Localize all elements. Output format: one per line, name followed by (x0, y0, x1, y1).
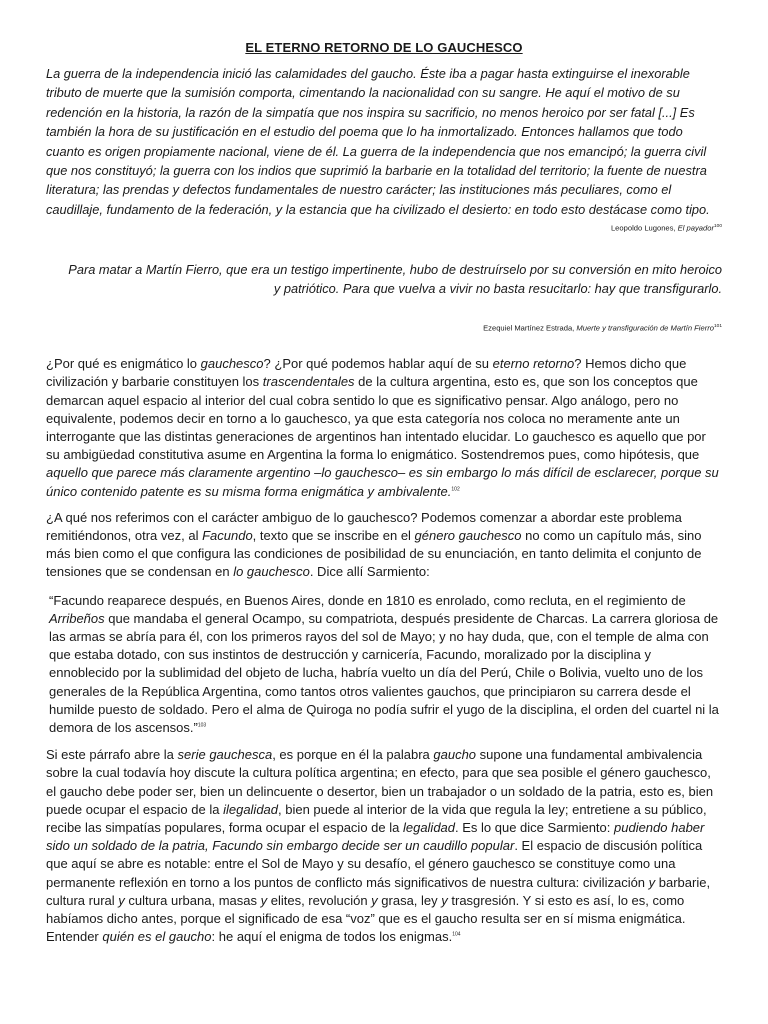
text-run: Si este párrafo abre la (46, 747, 178, 763)
epigraph-lugones: La guerra de la independencia inició las calamidades del gaucho. Éste iba a pagar hasta extinguirse el inexorable tributo de muerte que la sumisión comporta, cimentando la nacionalidad con su sangre. He aquí el motivo de su redención en la historia, la razón de la simpatía que nos inspira su sacrificio, no menos heroico por ser fatal [...] Es también la hora de su justificación en el estudio del poema que lo ha inmortalizado. Entonces hallamos que todo cuanto es origen propiamente nacional, viene de él. La guerra de la independencia que nos emancipó; la guerra civil que nos constituyó; la guerra con los indios que suprimió la barbarie en la totalidad del territorio; la fuente de nuestra literatura; las prendas y defectos fundamentales de nuestro carácter; las instituciones más peculiares, como el caudillaje, fundamento de la federación, y la estancia que ha civilizado el desierto: en todo esto destácase como tipo. (46, 66, 710, 217)
footnote-ref: 103 (197, 722, 207, 729)
document-page (46, 40, 722, 946)
italic-run: y (371, 892, 378, 908)
italic-run: gaucho (433, 747, 477, 763)
text-run: trasgresión. Y si esto es así, lo es, como habíamos dicho antes, porque el significado de esa “voz” que es el gaucho resulta ser en sí misma enigmática. Entender (46, 892, 686, 945)
text-run: ¿Por qué es enigmático lo (46, 356, 201, 372)
block-quote-sarmiento (46, 592, 722, 738)
epigraph-martinez-estrada-attribution (46, 322, 722, 334)
text-run: supone una fundamental ambivalencia sobre la cual todavía hoy discute la cultura política argentina; en efecto, para que sea posible el género gauchesco, el gaucho debe poder ser, bien un delincuente o desertor, bien un trabajador o un soldado de la patria, esto es, bien puede ocupar el espacio de la (46, 747, 714, 817)
paragraph-3 (46, 746, 722, 946)
attribution-author: Ezequiel Martínez Estrada, (483, 323, 577, 333)
text-run: cultura urbana, masas (124, 892, 261, 908)
text-run: . Es lo que dice Sarmiento: (455, 820, 614, 835)
text-run: ? Hemos dicho que civilización y barbarie constituyen los (46, 356, 687, 390)
paragraph-1 (46, 355, 722, 501)
text-run: : he aquí el enigma de todos los enigmas. (211, 929, 453, 945)
footnote-ref: 101 (713, 323, 722, 329)
epigraph-martinez-estrada (46, 260, 722, 299)
italic-run: lo gauchesco (233, 564, 310, 580)
text-run: que mandaba el general Ocampo, su compatriota, después presidente de Charcas. La carrera gloriosa de las armas se abría para él, con los primeros rayos del sol de Mayo; y no hay duda, que, con el temple de alma con que estaba dotado, con sus instintos de destrucción y carnicería, Facundo, moralizado por la disciplina y ennoblecido por la sublimidad del objeto de lucha, habría vuelto un día del Perú, Chile o Bolivia, vuelto uno de los generales de la República Argentina, como tantos otros valientes gauchos, que principiaron su carrera desde el humilde puesto de soldado. Pero el alma de Quiroga no podía sufrir el yugo de la disciplina, el orden del cuartel ni la demora de los ascensos.” (49, 610, 719, 735)
text-run: , es porque en él la palabra (272, 747, 434, 763)
italic-run: y (648, 874, 656, 890)
italic-run: género gauchesco (414, 527, 522, 543)
text-run: “Facundo reaparece después, en Buenos Aires, donde en 1810 es enrolado, como recluta, en el regimiento de (49, 592, 686, 608)
text-run: elites, revolución (267, 892, 372, 908)
italic-run: Arribeños (49, 610, 105, 626)
italic-run: pudiendo haber sido un soldado de la patria, Facundo sin embargo decide ser un caudillo popular (46, 820, 705, 854)
italic-run: gauchesco (200, 356, 264, 372)
italic-run: eterno retorno (492, 356, 575, 372)
paragraph-2 (46, 509, 722, 582)
epigraph-line-2: y patriótico. Para que vuelva a vivir no basta resucitarlo: hay que transfigurarlo. (273, 281, 722, 297)
text-run: , texto que se inscribe en el (252, 527, 415, 543)
attribution-work: Muerte y transfiguración de Martín Fierro (576, 323, 714, 333)
text-run: . El espacio de discusión política que aquí se abre es notable: entre el Sol de Mayo y su desafío, el género gauchesco se constituye como una permanente reflexión en torno a los puntos de conflicto más significativos de nuestra cultura: civilización (46, 838, 703, 890)
text-run: ¿A qué nos referimos con el carácter ambiguo de lo gauchesco? Podemos comenzar a abordar este problema remitiéndonos, otra vez, al (46, 509, 682, 543)
italic-run: legalidad (402, 820, 456, 835)
document-title: EL ETERNO RETORNO DE LO GAUCHESCO (245, 40, 523, 55)
text-run: de la cultura argentina, esto es, que son los conceptos que demarcan aquel espacio al interior del cual cobra sentido lo que es significativo pensar. Algo análogo, pero no equivalente, podemos decir en torno a lo gauchesco, ya que esta categoría nos coloca no meramente ante un interrogante que las distintas generaciones de argentinos han intentado elucidar. Lo gauchesco es aquello que por su ambigüedad constitutiva asume en Argentina la forma lo enigmático. Sostendremos pues, como hipótesis, que (46, 374, 706, 463)
italic-run: Facundo (202, 527, 253, 543)
text-run: no como un capítulo más, sino más bien como el que configura las condiciones de posibilidad de su enunciación, en tanto delimita el conjunto de tensiones que se condensan en (46, 527, 702, 580)
text-run: , bien puede al interior de la vida que regula la ley; entretiene a su público, recibe las simpatías populares, forma ocupar el espacio de la (46, 801, 707, 835)
italic-run: quién es el gaucho (102, 929, 212, 945)
attribution-author: Leopoldo Lugones, (610, 223, 678, 233)
footnote-ref: 102 (451, 486, 460, 493)
italic-run: y (118, 892, 125, 908)
italic-run: serie gauchesca (177, 747, 273, 763)
text-run: . Dice allí Sarmiento: (309, 564, 430, 580)
text-run: barbarie, cultura rural (46, 874, 711, 908)
italic-run: y (260, 892, 268, 908)
epigraph-line-1: Para matar a Martín Fierro, que era un testigo impertinente, hubo de destruírselo por su conversión en mito heroico (68, 261, 722, 277)
italic-run: aquello que parece más claramente argentino –lo gauchesco– es sin embargo lo más difícil de esclarecer, porque su único contenido patente es su misma forma enigmática y ambivalente. (46, 465, 719, 499)
italic-run: trascendentales (262, 374, 355, 390)
footnote-ref: 100 (713, 224, 722, 230)
text-run: ? ¿Por qué podemos hablar aquí de su (263, 356, 493, 372)
italic-run: y (441, 892, 448, 908)
epigraph-lugones-attribution (46, 222, 722, 234)
text-run: grasa, ley (377, 892, 442, 908)
footnote-ref: 104 (452, 931, 461, 938)
attribution-work: El payador (677, 223, 714, 233)
italic-run: ilegalidad (223, 801, 279, 817)
